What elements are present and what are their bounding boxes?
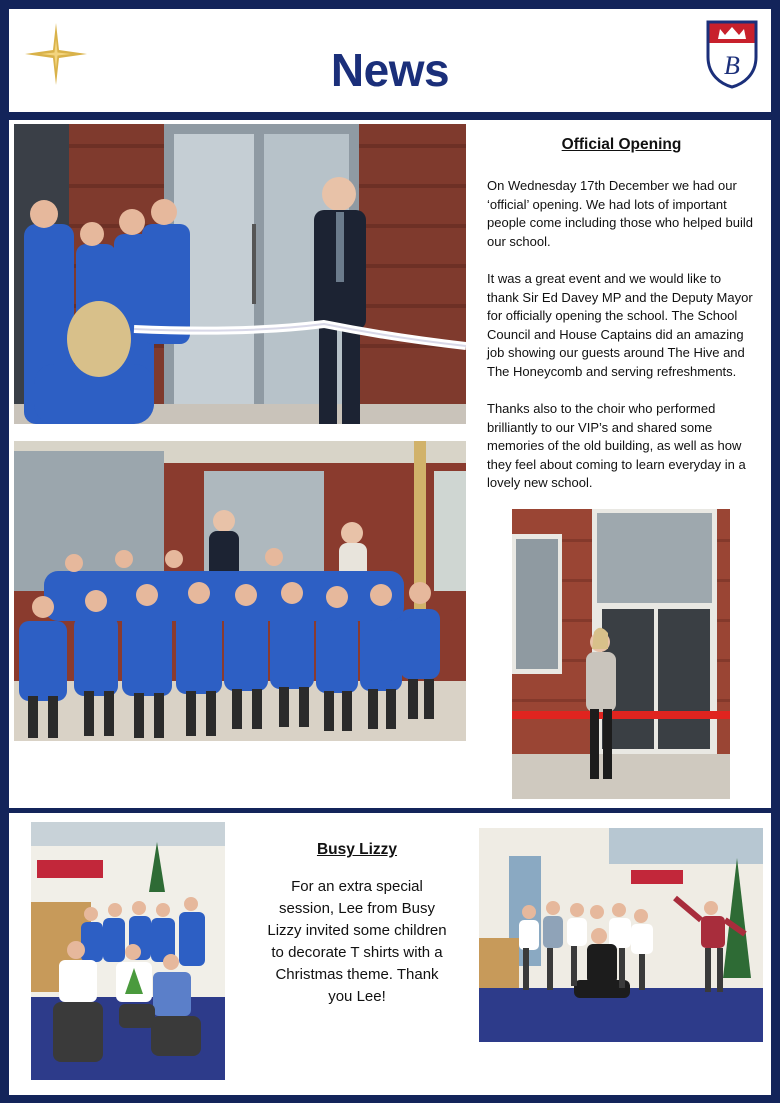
paragraph: On Wednesday 17th December we had our ‘official’ opening. We had lots of important people come including those who helped build our school. [487, 178, 753, 249]
official-opening-section [9, 120, 771, 808]
busy-lizzy-heading: Busy Lizzy [316, 841, 398, 858]
header-banner [9, 9, 771, 112]
busy-lizzy-section [9, 813, 771, 1095]
ribbon-cutting-photo [14, 124, 466, 424]
lee-with-children-photo [479, 828, 763, 1042]
paragraph: It was a great event and we would like to thank Sir Ed Davey MP and the Deputy Mayor for officially opening the school. The School Council and House Captains did an amazing job showing our guests around The Hive and The Honeycomb and serving refreshments. [487, 271, 753, 379]
deputy-mayor-photo [512, 509, 730, 799]
page-title: News [330, 44, 450, 96]
official-opening-text [487, 177, 755, 512]
official-opening-heading: Official Opening [561, 136, 682, 153]
children-tshirts-photo [31, 822, 225, 1080]
paragraph: Thanks also to the choir who performed brilliantly to our VIP’s and shared some memories of the old building, as well as how they feel about coming to learn everyday in a lovely new school. [487, 401, 746, 490]
busy-lizzy-text: For an extra special session, Lee from Busy Lizzy invited some children to decorate T shirts with a Christmas theme. Thank you Lee! [267, 878, 447, 1005]
group-photo [14, 441, 466, 741]
crest-letter: B [724, 51, 740, 80]
school-crest-logo [705, 19, 759, 89]
